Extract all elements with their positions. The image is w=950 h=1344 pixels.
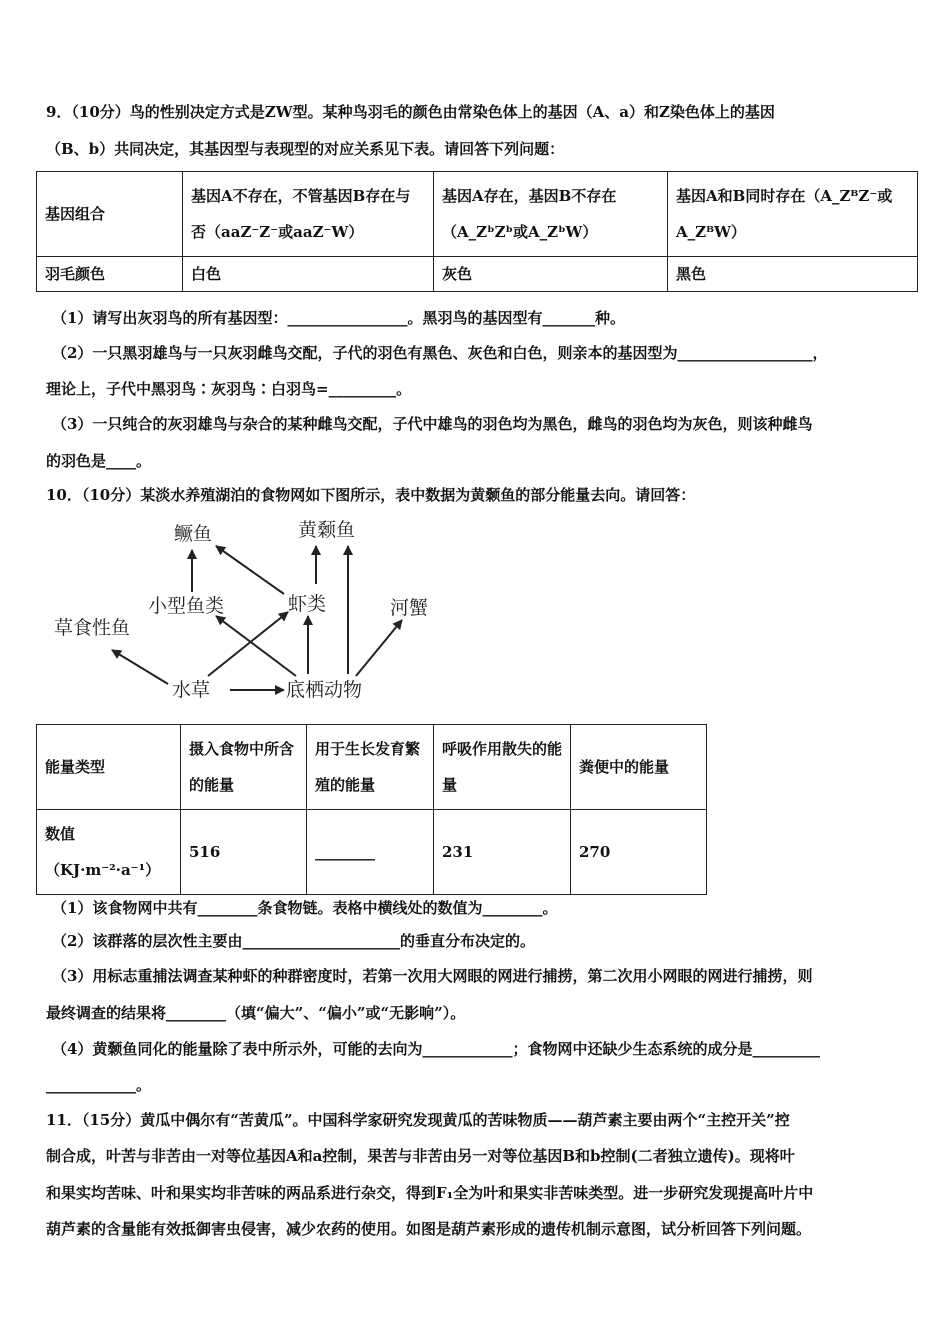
q10-value-growth-blank: ________: [307, 810, 434, 895]
q9-table-row-colors: [37, 257, 918, 292]
q10-table-header-row: [37, 725, 707, 810]
q10-header-growth: 用于生长发育繁殖的能量: [307, 725, 434, 810]
q9-cell-gray: 灰色: [434, 257, 668, 292]
q11-line-1: 11．（15分）黄瓜中偶尔有“苦黄瓜”。中国科学家研究发现黄瓜的苦味物质——葫芦素主要由两个“主控开关”控: [46, 1111, 790, 1129]
arrow-xia-gui: [216, 546, 284, 594]
q9-cell-a-no-b: 基因A存在，基因B不存在（A_ZᵇZᵇ或A_ZᵇW）: [434, 172, 668, 257]
q10-energy-table: [36, 724, 707, 895]
q9-stem-line-1: 9．（10分）鸟的性别决定方式是ZW型。某种鸟羽毛的颜色由常染色体上的基因（A、a）和Z染色体上的基因: [46, 103, 775, 121]
node-shuicao: 水草: [172, 679, 211, 701]
q10-table-value-row: [37, 810, 707, 895]
q10-sub-3a: （3）用标志重捕法调查某种虾的种群密度时，若第一次用大网眼的网进行捕捞，第二次用小网眼的网进行捕捞，则: [52, 967, 813, 985]
q10-sub-4b: ____________。: [46, 1076, 152, 1094]
node-xiaoxingyulei: 小型鱼类: [148, 595, 225, 617]
arrow-diqi-hexie: [356, 620, 402, 676]
q9-cell-a-and-b: 基因A和B同时存在（A_ZᴮZ⁻或A_ZᴮW）: [668, 172, 918, 257]
q10-header-type: 能量类型: [37, 725, 181, 810]
q10-value-intake: 516: [181, 810, 307, 895]
q11-line-4: 葫芦素的含量能有效抵御害虫侵害，减少农药的使用。如图是葫芦素形成的遗传机制示意图，试分析回答下列问题。: [46, 1220, 812, 1238]
q10-sub-2: （2）该群落的层次性主要由_____________________的垂直分布决定的。: [52, 932, 535, 950]
node-caoshixingyu: 草食性鱼: [54, 617, 131, 639]
arrow-shuicao-xia: [208, 612, 288, 676]
node-diqidongwu: 底栖动物: [286, 679, 363, 701]
q9-stem-line-2: （B、b）共同决定，其基因型与表现型的对应关系见下表。请回答下列问题：: [46, 140, 565, 158]
node-huangsangyu: 黄颡鱼: [298, 519, 356, 541]
q10-sub-1: （1）该食物网中共有________条食物链。表格中横线处的数值为________。: [52, 899, 558, 917]
q10-header-intake: 摄入食物中所含的能量: [181, 725, 307, 810]
q9-table-row-genes: [37, 172, 918, 257]
q9-cell-gene-label: 基因组合: [37, 172, 183, 257]
q10-sub-3b: 最终调查的结果将________（填“偏大”、“偏小”或“无影响”）。: [46, 1004, 466, 1022]
q10-stem: 10．（10分）某淡水养殖湖泊的食物网如下图所示，表中数据为黄颡鱼的部分能量去向。请回答：: [46, 486, 696, 504]
q10-header-feces: 粪便中的能量: [571, 725, 707, 810]
q9-sub-2a: （2）一只黑羽雄鸟与一只灰羽雌鸟交配，子代的羽色有黑色、灰色和白色，则亲本的基因型为__________________，: [52, 344, 828, 362]
q9-sub-1: （1）请写出灰羽鸟的所有基因型：________________。黑羽鸟的基因型有_______种。: [52, 309, 625, 327]
node-xialei: 虾类: [288, 593, 327, 615]
q10-value-respiration: 231: [434, 810, 571, 895]
arrow-shuicao-caoshi: [112, 650, 168, 684]
q9-genotype-table: [36, 171, 918, 292]
q10-food-web-diagram: [40, 512, 460, 712]
node-hexie: 河蟹: [390, 597, 429, 619]
q10-value-feces: 270: [571, 810, 707, 895]
arrow-diqi-xiaoxing: [216, 616, 296, 676]
q10-header-respiration: 呼吸作用散失的能量: [434, 725, 571, 810]
q9-cell-black: 黑色: [668, 257, 918, 292]
q10-value-label: 数值（KJ·m⁻²·a⁻¹）: [37, 810, 181, 895]
q9-sub-3a: （3）一只纯合的灰羽雄鸟与杂合的某种雌鸟交配，子代中雄鸟的羽色均为黑色，雌鸟的羽色均为灰色，则该种雌鸟: [52, 415, 813, 433]
node-guiyu: 鳜鱼: [174, 523, 213, 545]
q10-sub-4a: （4）黄颡鱼同化的能量除了表中所示外，可能的去向为____________；食物网中还缺少生态系统的成分是_________: [52, 1040, 820, 1058]
q9-cell-no-a: 基因A不存在，不管基因B存在与否（aaZ⁻Z⁻或aaZ⁻W）: [183, 172, 434, 257]
q9-cell-white: 白色: [183, 257, 434, 292]
q9-sub-2b: 理论上，子代中黑羽鸟∶灰羽鸟∶白羽鸟=_________。: [46, 380, 412, 398]
q11-line-3: 和果实均苦味、叶和果实均非苦味的两品系进行杂交，得到F₁全为叶和果实非苦味类型。进一步研究发现提高叶片中: [46, 1184, 814, 1202]
q11-line-2: 制合成，叶苦与非苦由一对等位基因A和a控制，果苦与非苦由另一对等位基因B和b控制(二者独立遗传)。现将叶: [46, 1147, 795, 1165]
q9-cell-color-label: 羽毛颜色: [37, 257, 183, 292]
q9-sub-3b: 的羽色是____。: [46, 452, 152, 470]
